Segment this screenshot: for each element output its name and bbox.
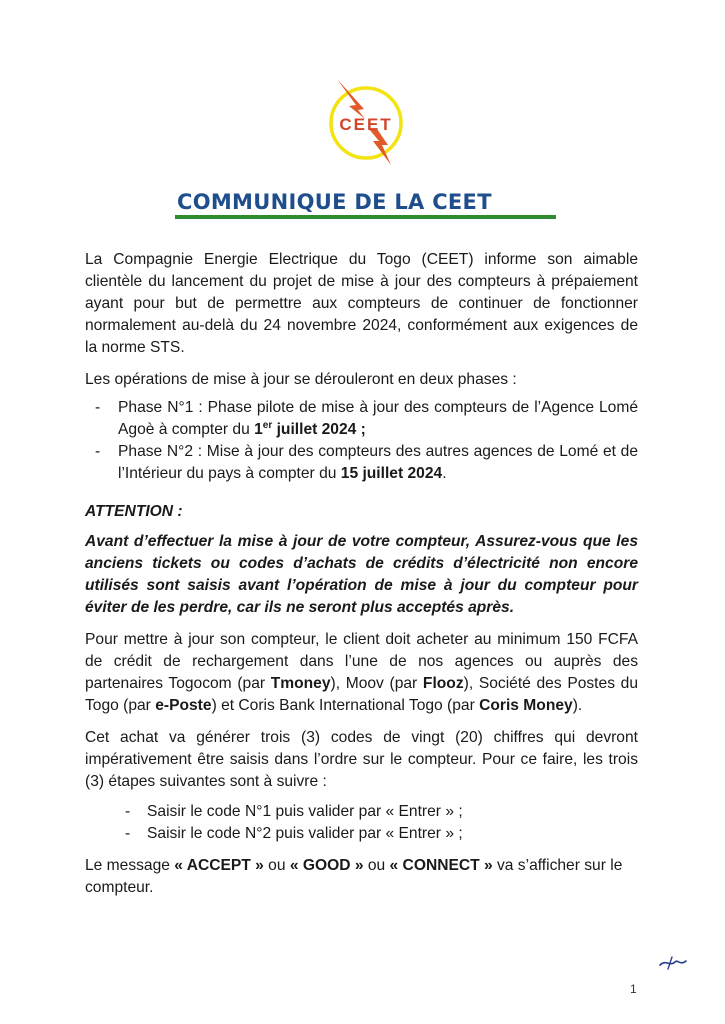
steps-list	[85, 801, 638, 845]
phase-text: Phase N°1 : Phase pilote de mise à jour des compteurs de l’Agence Lomé Agoè à compter du	[118, 399, 638, 438]
partner-coris-money: Coris Money	[479, 697, 573, 714]
title-underline	[175, 215, 556, 219]
partner-eposte: e-Poste	[155, 697, 212, 714]
list-dash: -	[125, 803, 131, 820]
intro-paragraph: La Compagnie Energie Electrique du Togo (CEET) informe son aimable clientèle du lancement du projet de mise à jour des compteurs à prépaiement ayant pour but de permettre aux compteurs de continuer de fonctionner normalement au-delà du 24 novembre 2024, conformément aux exigences de la norme STS.	[85, 251, 638, 356]
step-item	[85, 801, 638, 823]
message-accept: « ACCEPT »	[174, 857, 264, 874]
message-paragraph: Le message « ACCEPT » ou « GOOD » ou « CONNECT » va s’afficher sur le compteur.	[85, 857, 623, 896]
list-dash: -	[125, 825, 131, 842]
purchase-paragraph: Pour mettre à jour son compteur, le client doit acheter au minimum 150 FCFA de crédit de rechargement dans l’une de nos agences ou auprès des partenaires Togocom (par Tmoney), Moov (par Flooz), Société des Postes du Togo (par e-Poste) et Coris Bank International Togo (par Coris Money).	[85, 631, 638, 714]
step-text: Saisir le code N°1 puis valider par « Entrer » ;	[147, 803, 463, 820]
phase-text: Phase N°2 : Mise à jour des compteurs des autres agences de Lomé et de l’Intérieur du pays à compter du	[118, 443, 638, 482]
phases-intro: Les opérations de mise à jour se dérouleront en deux phases :	[85, 371, 517, 388]
phase-item	[85, 397, 638, 441]
step-text: Saisir le code N°2 puis valider par « Entrer » ;	[147, 825, 463, 842]
logo-text: CEET	[339, 115, 393, 134]
phase-date: 15 juillet 2024	[340, 465, 443, 482]
document-body	[85, 249, 638, 899]
attention-heading: ATTENTION :	[85, 503, 183, 520]
signature-mark	[658, 953, 688, 973]
phase-item: - Phase N°2 : Mise à jour des compteurs des autres agences de Lomé et de l’Intérieur du pays à compter du 15 juillet 2024.	[95, 443, 638, 482]
list-dash: -	[95, 399, 101, 416]
partner-flooz: Flooz	[422, 675, 464, 692]
document-title: COMMUNIQUE DE LA CEET	[177, 190, 492, 214]
message-connect: « CONNECT »	[389, 857, 493, 874]
page-number: 1	[630, 982, 637, 996]
partner-tmoney: Tmoney	[270, 675, 331, 692]
step-item	[85, 823, 638, 845]
codes-paragraph: Cet achat va générer trois (3) codes de vingt (20) chiffres qui devront impérativement être saisis dans l’ordre sur le compteur. Pour ce faire, les trois (3) étapes suivantes sont à suivre :	[85, 729, 638, 790]
attention-text: Avant d’effectuer la mise à jour de votre compteur, Assurez-vous que les anciens tickets ou codes d’achats de crédits d’électricité non encore utilisés sont saisis avant l’opération de mise à jour du compteur pour éviter de les perdre, car ils ne seront plus acceptés après.	[85, 533, 638, 616]
message-good: « GOOD »	[289, 857, 364, 874]
phases-list	[85, 397, 638, 485]
list-dash: -	[95, 443, 101, 460]
phase-date: 1er juillet 2024 ;	[254, 420, 366, 438]
ceet-logo	[325, 75, 407, 170]
